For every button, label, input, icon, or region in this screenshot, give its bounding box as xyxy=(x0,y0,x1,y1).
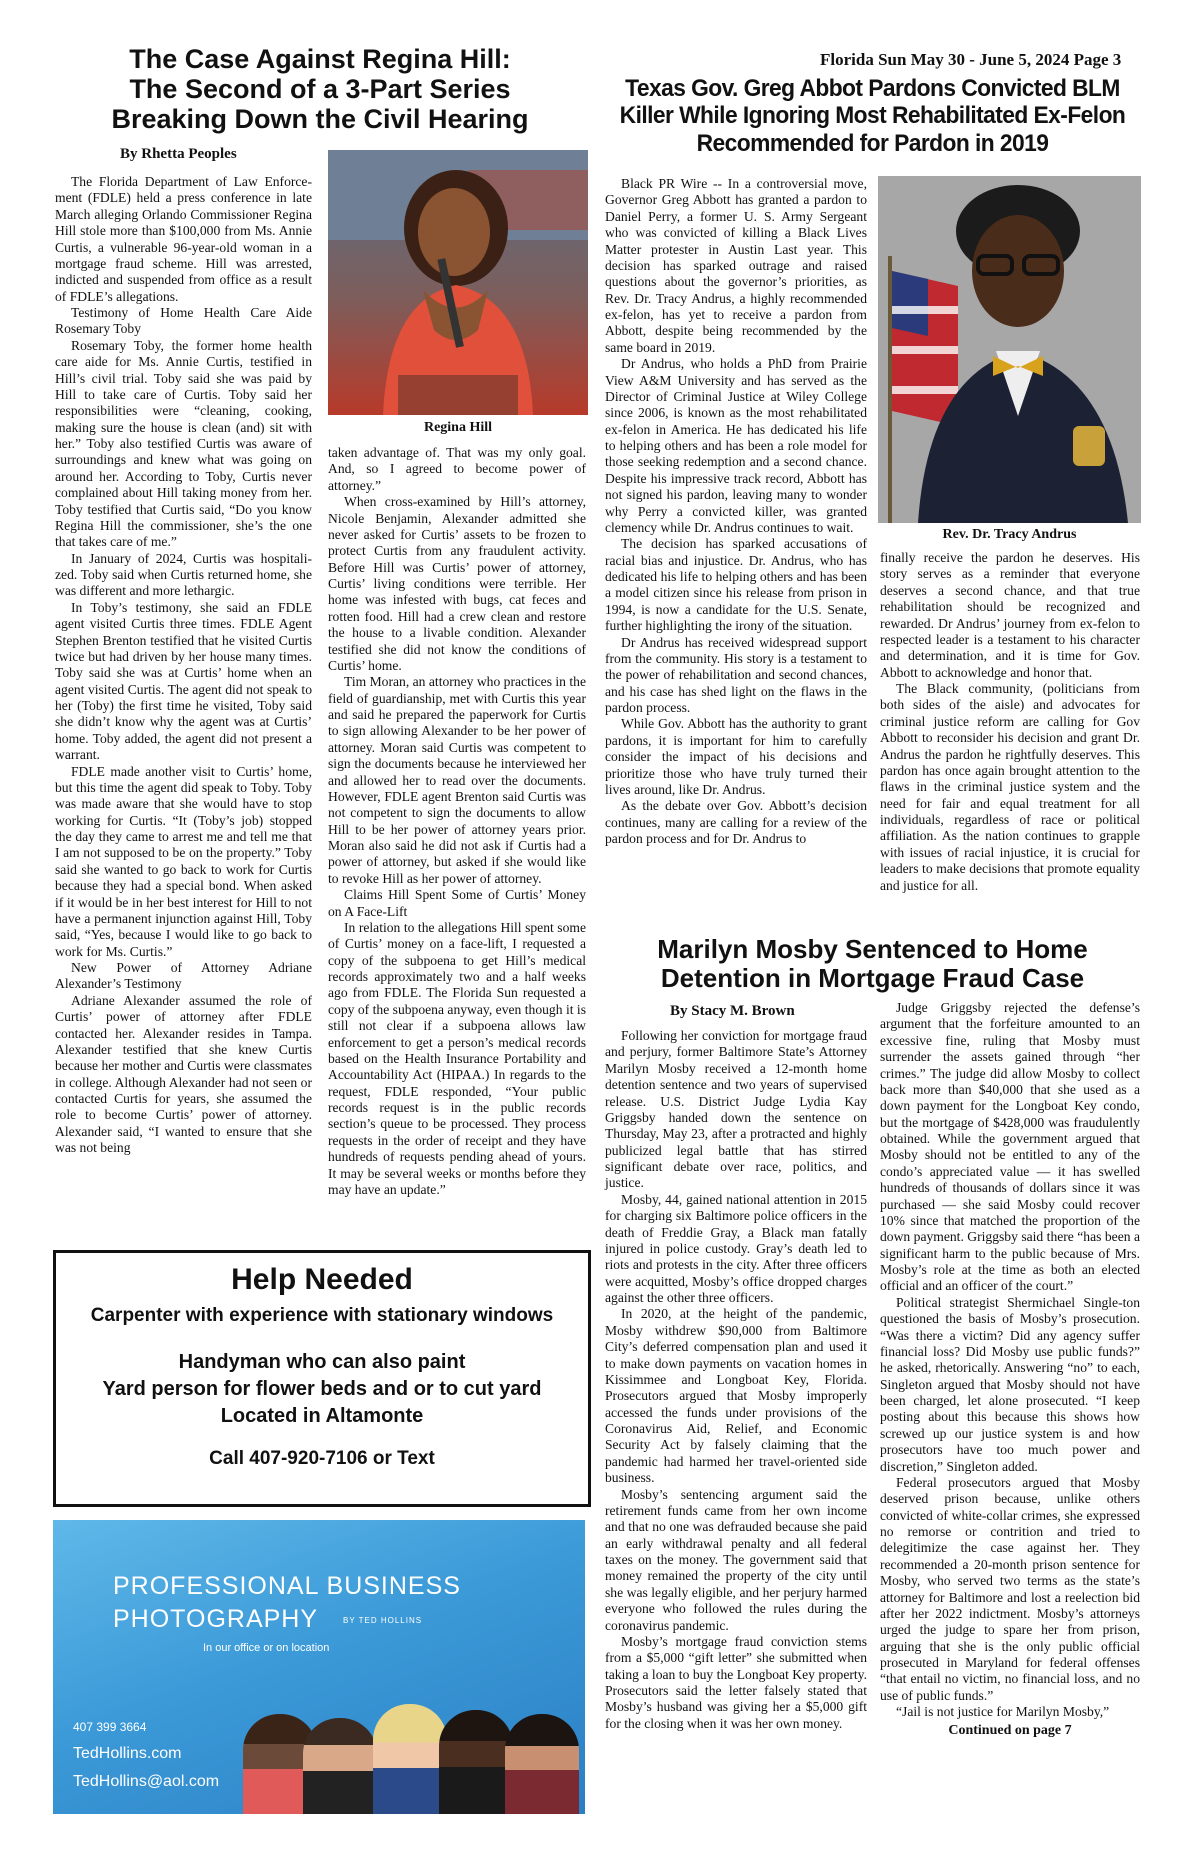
article1-paragraph: The Florida Department of Law Enforce-ment (FDLE) held a press conference in late March alleging Orlando Commissioner Regina Hill stole more than $100,000 from Ms. Annie Curtis, a vulnerable 96-year-old woman in a mortgage fraud scheme. Hill was arrested, indicted and suspended from office as a result of FDLE’s allegations. xyxy=(55,174,312,304)
article3-paragraph: Following her conviction for mortgage fraud and perjury, former Baltimore State’s Attorney Marilyn Mosby received a 12-month home detention sentence and two years of supervised release. U.S. District Judge Lydia Kay Griggsby handed down the sentence on Thursday, May 23, after a protracted and highly publicized legal battle that has stirred significant debate over race, politics, and justice. xyxy=(605,1028,867,1191)
article3-paragraph: Federal prosecutors argued that Mosby deserved prison because, unlike others convicted of white-collar crimes, she expressed no remorse or contrition and tried to delegitimize the case against her. They recommended a 20-month prison sentence for Mosby, who served two terms as the state’s attorney for Baltimore and lost a reelection bid after her 2022 indictment. Mosby’s attorneys urged the judge to spare her from prison, arguing that she is the only public official prosecuted in Maryland for federal offenses “that entail no victim, no financial loss, and no use of public funds.” xyxy=(880,1474,1140,1703)
article1-subhead: New Power of Attorney Adriane Alexander’s Testimony xyxy=(55,960,312,992)
article2-paragraph: Dr Andrus, who holds a PhD from Prairie View A&M University and has served as the Director of Criminal Justice at Wiley College since 2006, is known as the most rehabilitated ex-felon in America. He has dedicated his life to helping others and has been a role model for those seeking redemption and a second chance. Despite his impressive track record, Abbott has not signed his pardon, leaving many to wonder why Perry a convicted killer, was granted clemency while Dr. Andrus continues to wait. xyxy=(605,356,867,535)
article3-column-1 xyxy=(605,1028,867,1732)
article1-paragraph: Adriane Alexander assumed the role of Curtis’ power of attorney after FDLE contacted her. Alexander resides in Tampa. Alexander testified that she knew Curtis because her mother and Curtis were classmates in college. Although Alexander had not seen or contacted Curtis for years, she assumed the role to become Curtis’ power of attorney. Alexander said, “I wanted to ensure that she was not being xyxy=(55,992,312,1156)
article1-byline: By Rhetta Peoples xyxy=(120,146,237,162)
tracy-andrus-photo xyxy=(878,176,1141,523)
portrait-man-2 xyxy=(439,1710,513,1814)
article1-paragraph: taken advantage of. That was my only goal. And, so I agreed to become power of attorney.” xyxy=(328,445,586,493)
page-header: Florida Sun May 30 - June 5, 2024 Page 3 xyxy=(820,50,1122,69)
article1-subhead: Testimony of Home Health Care Aide Rosemary Toby xyxy=(55,305,312,337)
article1-paragraph: In Toby’s testimony, she said an FDLE agent visited Curtis three times. FDLE Agent Stephen Brenton testified that he visited Curtis twice but had driven by her house many times. Toby said she was at Curtis’ home when an agent visited Curtis. The agent did not speak to her (Toby) the first time he visited, Toby said she didn’t know why the agent was at Curtis’ home. Toby added, the agent did not present a warrant. xyxy=(55,599,312,763)
article1-paragraph: In January of 2024, Curtis was hospitali-zed. Toby said when Curtis returned home, she was different and more lethargic. xyxy=(55,550,312,599)
photography-website: TedHollins.com xyxy=(73,1745,182,1762)
article1-paragraph: When cross-examined by Hill’s attorney, Nicole Benjamin, Alexander admitted she never asked for Curtis’ assets to be frozen to protect Curtis from any fraudulent activity. Before Hill was Curtis’ power of attorney, Curtis’ living conditions were terrible. Her home was infested with bugs, cat feces and rotten food. Hill had a crew clean and restore the house to a livable condition. Alexander testified she did not know the conditions of Curtis’ home. xyxy=(328,494,586,673)
article2-headline-line: Recommended for Pardon in 2019 xyxy=(696,129,1049,157)
regina-hill-photo xyxy=(328,150,588,415)
article3-headline-line: Detention in Mortgage Fraud Case xyxy=(660,963,1085,994)
article1-headline-line: The Case Against Regina Hill: xyxy=(129,44,511,74)
article1-headline xyxy=(60,44,580,135)
portrait-woman-3 xyxy=(505,1714,579,1814)
tracy-andrus-portrait xyxy=(878,176,1141,523)
photography-ad xyxy=(53,1520,585,1814)
portrait-man-1 xyxy=(303,1718,377,1814)
article1-column-2 xyxy=(328,445,586,1198)
article3-paragraph: Mosby’s sentencing argument said the retirement funds came from her own income and that no one was defrauded because she paid an early withdrawal penalty and all federal taxes on the money. The government said that money remained the property of the city until she was legally eligible, and her perjury harmed everyone who followed the rules during the coronavirus pandemic. xyxy=(605,1486,867,1633)
article3-column-2 xyxy=(880,1000,1140,1739)
article1-headline-line: Breaking Down the Civil Hearing xyxy=(111,104,529,135)
photography-portraits xyxy=(243,1700,583,1814)
help-needed-line: Located in Altamonte xyxy=(220,1405,424,1427)
article2-headline xyxy=(619,75,1126,157)
photography-byline: BY TED HOLLINS xyxy=(343,1616,423,1625)
article1-paragraph: Tim Moran, an attorney who practices in the field of guardianship, met with Curtis this year and said he prepared the paperwork for Curtis to sign allowing Alexander to be her power of attorney. Moran said Curtis was competent to sign the documents because he interviewed her and allowed her to read over the documents. However, FDLE agent Brenton said Curtis was not competent to sign the documents to allow Hill to be her power of attorney years prior. Moran also said he did not ask if Curtis had a power of attorney, but asked if she would like to revoke Hill as her power of attorney. xyxy=(328,674,586,886)
photography-email: TedHollins@aol.com xyxy=(73,1773,220,1790)
article2-headline-line: Texas Gov. Greg Abbot Pardons Convicted BLM xyxy=(625,75,1120,102)
photography-phone: 407 399 3664 xyxy=(73,1720,147,1734)
article2-paragraph: The decision has sparked accusations of racial bias and injustice. Dr. Andrus, who has dedicated his life to helping others and has been a model citizen since his release from prison in 1994, is now a candidate for the U.S. Senate, further highlighting the irony of the situation. xyxy=(605,536,867,634)
article2-column-1 xyxy=(605,176,867,847)
article3-paragraph: “Jail is not justice for Marilyn Mosby,” xyxy=(896,1704,1110,1720)
help-needed-phone: Call 407-920-7106 or Text xyxy=(209,1448,435,1469)
article2-column-2 xyxy=(880,550,1140,894)
article2-paragraph: The Black community, (politicians from both sides of the aisle) and advocates for criminal justice reform are calling for Gov Abbott to reconsider his decision and grant Dr. Andrus the pardon he rightfully deserves. This pardon has once again brought attention to the flaws in the criminal justice system and the need for fair and equal treatment for all individuals, regardless of race or political affiliation. As the nation continues to grapple with issues of racial injustice, it is crucial for leaders to make decisions that promote equality and justice for all. xyxy=(880,681,1140,893)
tracy-andrus-caption: Rev. Dr. Tracy Andrus xyxy=(942,527,1077,542)
help-needed-line: Carpenter with experience with stationary windows xyxy=(90,1305,554,1326)
article1-headline-line: The Second of a 3-Part Series xyxy=(129,74,511,105)
article1-column-1 xyxy=(55,174,312,1157)
photography-subtitle: In our office or on location xyxy=(203,1642,330,1654)
article3-headline-line: Marilyn Mosby Sentenced to Home xyxy=(657,934,1088,964)
regina-hill-portrait xyxy=(328,150,588,415)
article1-subhead: Claims Hill Spent Some of Curtis’ Money on A Face-Lift xyxy=(328,887,586,919)
article1-paragraph: FDLE made another visit to Curtis’ home, but this time the agent did speak to Toby. Toby was made aware that she would have to stop working for Curtis. “It (Toby’s job) stopped the day they came to arrest me and tell me that I am not supposed to be on the property.” Toby said she wanted to go back to work for Curtis because they had a special bond. When asked if it would be in her best interest for Hill to not have a permanent injunction against Hill, Toby said, “Yes, because I would like to go back to work for Ms. Curtis.” xyxy=(55,763,312,959)
help-needed-title: Help Needed xyxy=(231,1263,413,1296)
article3-byline: By Stacy M. Brown xyxy=(670,1003,795,1019)
article3-headline xyxy=(605,935,1140,993)
article2-paragraph: finally receive the pardon he deserves. His story serves as a reminder that everyone deserves a second chance, and that true rehabilitation should be recognized and rewarded. Dr Andrus’ journey from ex-felon to respected leader is a testament to his character and determination, and it is time for Gov. Abbott to acknowledge and honor that. xyxy=(880,550,1140,680)
article2-paragraph: As the debate over Gov. Abbott’s decision continues, many are calling for a review of the pardon process and for Dr. Andrus to xyxy=(605,798,867,846)
article3-paragraph: Mosby, 44, gained national attention in 2015 for charging six Baltimore police officers in the death of Freddie Gray, a Black man fatally injured in police custody. Gray’s death led to riots and protests in the city. After three officers were acquitted, Mosby’s office dropped charges against the other three officers. xyxy=(605,1191,867,1305)
photography-title: PHOTOGRAPHY xyxy=(113,1605,319,1633)
article2-paragraph: While Gov. Abbott has the authority to grant pardons, it is important for him to carefully consider the impact of his decisions and prioritize those who have truly turned their lives around, like Dr. Andrus. xyxy=(605,716,867,797)
portrait-woman-2 xyxy=(373,1704,447,1814)
article3-paragraph: Political strategist Shermichael Single-ton questioned the basis of Mosby’s prosecution. “Was there a victim? Did any agency suffer financial loss? Did Mosby use public funds?” he asked, rhetorically. Answering “no” to each, Singleton argued that Mosby should not have been charged, let alone prosecuted. “I keep posting about this because this shows how screwed up our justice system is and how prosecutors have too much power and discretion,” Singleton added. xyxy=(880,1294,1140,1474)
article1-paragraph: In relation to the allegations Hill spent some of Curtis’ money on a face-lift, I requested a copy of the subpoena to get Hill’s medical records approximately two and a half weeks ago from FDLE. The Florida Sun requested a copy of the subpoena anyway, even though it is still not clear if a subpoena allows law enforcement to get a person’s medical records based on the Health Insurance Portability and Accountability Act (HIPAA.) In regards to the request, FDLE responded, “Your public records request is in the public records section’s queue to be processed. They process requests in the order of receipt and they have hundreds of requests pending ahead of yours. It may be several weeks or months before they may have an update.” xyxy=(328,919,586,1197)
regina-hill-caption: Regina Hill xyxy=(423,420,493,435)
article3-paragraph: Judge Griggsby rejected the defense’s argument that the forfeiture amounted to an excessive fine, ruling that Mosby must surrender the assets gained through “her crimes.” The judge did allow Mosby to collect back more than $40,000 that she used as a down payment for the Longboat Key condo, but the mortgage of $428,000 was fraudulently obtained. While the government argued that Mosby should not be entitled to any of the condo’s appreciated value — it has swelled hundreds of thousands of dollars since it was purchased — she said Mosby could recover 10% since that matched the proportion of the down payment. Griggsby said there “has been a significant harm to the public because of Mrs. Mosby’s role at the time as both an elected official and an officer of the court.” xyxy=(880,1000,1140,1294)
photography-title: PROFESSIONAL BUSINESS xyxy=(113,1572,461,1600)
article2-paragraph: Black PR Wire -- In a controversial move, Governor Greg Abbott has granted a pardon to Daniel Perry, a former U. S. Army Sergeant who was convicted of killing a Black Lives Matter protester in Austin Last year. This decision has sparked outrage and raised questions about the governor’s priorities, as Rev. Dr. Tracy Andrus, a highly recommended ex-felon, has yet to receive a pardon from Abbott, despite being recommended by the same board in 2019. xyxy=(605,176,867,355)
help-needed-ad xyxy=(53,1250,591,1507)
article3-paragraph: In 2020, at the height of the pandemic, Mosby withdrew $90,000 from Baltimore City’s deferred compensation plan and used it to make down payments on vacation homes in Kissimmee and Longboat Key, Florida. Prosecutors argued that Mosby improperly accessed the funds under provisions of the Coronavirus Aid, Relief, and Economic Security Act by falsely claiming that the pandemic had harmed her travel-oriented side business. xyxy=(605,1306,867,1486)
article1-paragraph: Rosemary Toby, the former home health care aide for Ms. Annie Curtis, testified in Hill’s civil trial. Toby said she was paid by Hill to take care of Curtis. Toby said her responsibilities were “cleaning, cooking, making sure the house is clean (and) sit with her.” Toby also testified Curtis was aware of surroundings and knew what was going on around her. According to Toby, Curtis never complained about Hill taking money from her. Toby testified that Curtis said, “Do you know Regina Hill the commissioner, she’s the one that takes care of me.” xyxy=(55,337,312,550)
help-needed-line: Yard person for flower beds and or to cut yard xyxy=(102,1378,542,1400)
continued-note: Continued on page 7 xyxy=(948,1722,1072,1738)
article2-paragraph: Dr Andrus has received widespread support from the community. His story is a testament to the power of rehabilitation and second chances, and his case has shed light on the flaws in the pardon process. xyxy=(605,634,867,715)
article2-headline-line: Killer While Ignoring Most Rehabilitated Ex-Felon xyxy=(619,102,1126,130)
article3-paragraph: Mosby’s mortgage fraud conviction stems from a $5,000 “gift letter” she submitted when taking a loan to buy the Longboat Key property. Prosecutors said the letter falsely stated that Mosby’s husband was giving her a $5,000 gift for the closing when it was her own money. xyxy=(605,1633,867,1731)
help-needed-line: Handyman who can also paint xyxy=(178,1351,466,1373)
